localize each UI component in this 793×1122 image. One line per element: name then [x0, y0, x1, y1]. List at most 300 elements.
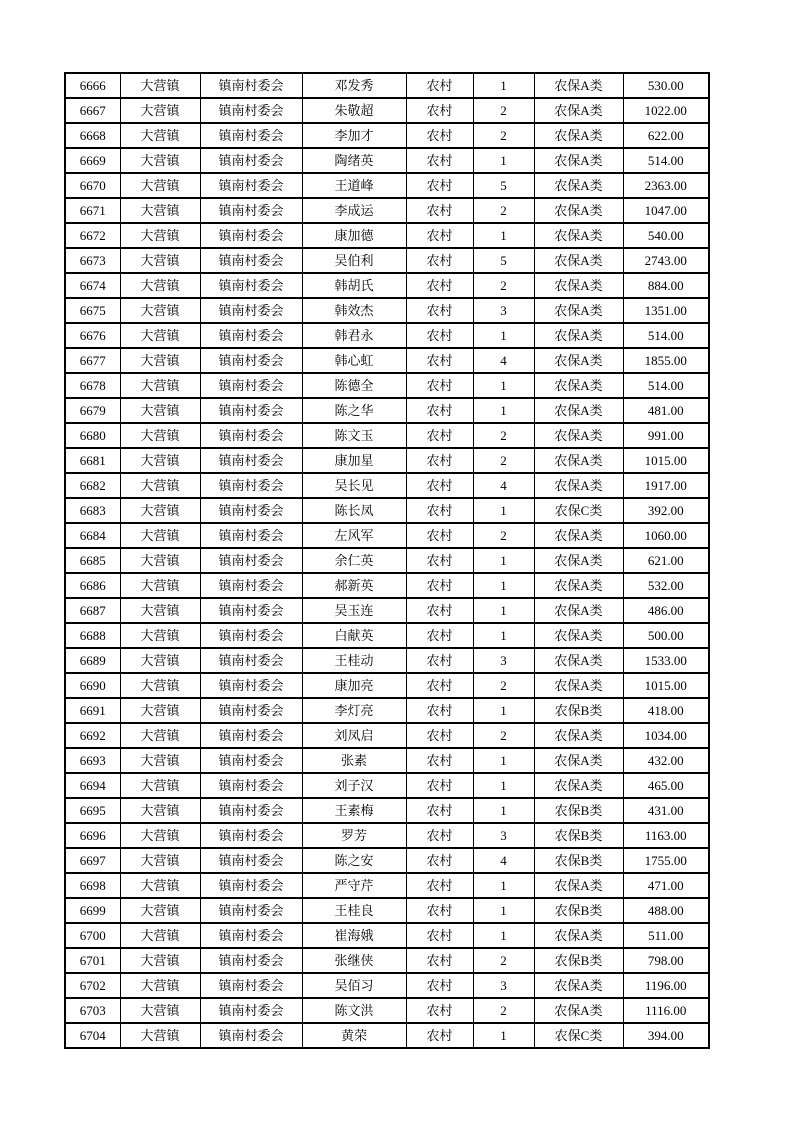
cell-amount: 514.00 — [623, 148, 709, 173]
table-row — [65, 148, 709, 173]
cell-serial-number: 6674 — [65, 273, 120, 298]
cell-household-type: 农村 — [406, 523, 473, 548]
cell-town: 大营镇 — [120, 148, 200, 173]
cell-village-committee: 镇南村委会 — [200, 248, 302, 273]
cell-amount: 884.00 — [623, 273, 709, 298]
beneficiary-table — [64, 72, 710, 1049]
cell-person-count: 3 — [473, 648, 534, 673]
cell-village-committee: 镇南村委会 — [200, 148, 302, 173]
cell-town: 大营镇 — [120, 498, 200, 523]
cell-town: 大营镇 — [120, 323, 200, 348]
cell-insurance-category: 农保A类 — [534, 298, 623, 323]
cell-village-committee: 镇南村委会 — [200, 298, 302, 323]
cell-serial-number: 6670 — [65, 173, 120, 198]
cell-serial-number: 6678 — [65, 373, 120, 398]
table-row — [65, 373, 709, 398]
cell-serial-number: 6680 — [65, 423, 120, 448]
cell-town: 大营镇 — [120, 973, 200, 998]
cell-serial-number: 6682 — [65, 473, 120, 498]
cell-village-committee: 镇南村委会 — [200, 848, 302, 873]
cell-household-type: 农村 — [406, 573, 473, 598]
cell-insurance-category: 农保A类 — [534, 748, 623, 773]
cell-person-count: 3 — [473, 973, 534, 998]
cell-person-count: 2 — [473, 198, 534, 223]
cell-household-type: 农村 — [406, 873, 473, 898]
cell-person-count: 2 — [473, 123, 534, 148]
table-row — [65, 473, 709, 498]
table-row — [65, 548, 709, 573]
cell-town: 大营镇 — [120, 523, 200, 548]
cell-town: 大营镇 — [120, 823, 200, 848]
cell-village-committee: 镇南村委会 — [200, 373, 302, 398]
table-row — [65, 698, 709, 723]
cell-person-count: 2 — [473, 423, 534, 448]
cell-town: 大营镇 — [120, 398, 200, 423]
cell-amount: 1116.00 — [623, 998, 709, 1023]
cell-person-count: 1 — [473, 773, 534, 798]
cell-household-type: 农村 — [406, 148, 473, 173]
cell-serial-number: 6667 — [65, 98, 120, 123]
cell-household-type: 农村 — [406, 123, 473, 148]
cell-person-count: 1 — [473, 398, 534, 423]
cell-person-count: 2 — [473, 673, 534, 698]
cell-amount: 1060.00 — [623, 523, 709, 548]
table-row — [65, 423, 709, 448]
cell-amount: 1533.00 — [623, 648, 709, 673]
cell-person-count: 2 — [473, 98, 534, 123]
cell-village-committee: 镇南村委会 — [200, 923, 302, 948]
cell-town: 大营镇 — [120, 798, 200, 823]
cell-serial-number: 6675 — [65, 298, 120, 323]
cell-serial-number: 6689 — [65, 648, 120, 673]
cell-village-committee: 镇南村委会 — [200, 323, 302, 348]
cell-person-name: 吴伯利 — [302, 248, 406, 273]
cell-serial-number: 6698 — [65, 873, 120, 898]
cell-insurance-category: 农保B类 — [534, 823, 623, 848]
table-row — [65, 648, 709, 673]
cell-person-count: 1 — [473, 598, 534, 623]
cell-village-committee: 镇南村委会 — [200, 1023, 302, 1048]
cell-village-committee: 镇南村委会 — [200, 348, 302, 373]
cell-household-type: 农村 — [406, 323, 473, 348]
cell-village-committee: 镇南村委会 — [200, 623, 302, 648]
cell-person-name: 朱敬超 — [302, 98, 406, 123]
cell-person-name: 吴长见 — [302, 473, 406, 498]
cell-household-type: 农村 — [406, 423, 473, 448]
cell-household-type: 农村 — [406, 348, 473, 373]
cell-village-committee: 镇南村委会 — [200, 273, 302, 298]
cell-person-name: 韩效杰 — [302, 298, 406, 323]
cell-person-name: 吴玉连 — [302, 598, 406, 623]
cell-insurance-category: 农保A类 — [534, 648, 623, 673]
cell-town: 大营镇 — [120, 448, 200, 473]
cell-household-type: 农村 — [406, 498, 473, 523]
cell-town: 大营镇 — [120, 873, 200, 898]
cell-serial-number: 6703 — [65, 998, 120, 1023]
cell-village-committee: 镇南村委会 — [200, 773, 302, 798]
cell-village-committee: 镇南村委会 — [200, 973, 302, 998]
cell-person-count: 5 — [473, 248, 534, 273]
cell-town: 大营镇 — [120, 473, 200, 498]
cell-insurance-category: 农保A类 — [534, 123, 623, 148]
cell-insurance-category: 农保A类 — [534, 473, 623, 498]
cell-household-type: 农村 — [406, 473, 473, 498]
cell-town: 大营镇 — [120, 773, 200, 798]
table-row — [65, 323, 709, 348]
cell-person-count: 1 — [473, 223, 534, 248]
cell-person-name: 康加德 — [302, 223, 406, 248]
table-row — [65, 973, 709, 998]
cell-amount: 540.00 — [623, 223, 709, 248]
cell-person-name: 李成运 — [302, 198, 406, 223]
cell-serial-number: 6701 — [65, 948, 120, 973]
cell-town: 大营镇 — [120, 298, 200, 323]
cell-town: 大营镇 — [120, 623, 200, 648]
cell-person-name: 张素 — [302, 748, 406, 773]
table-row — [65, 598, 709, 623]
cell-household-type: 农村 — [406, 848, 473, 873]
cell-serial-number: 6681 — [65, 448, 120, 473]
cell-person-name: 严守芹 — [302, 873, 406, 898]
cell-person-name: 王桂动 — [302, 648, 406, 673]
cell-village-committee: 镇南村委会 — [200, 198, 302, 223]
cell-serial-number: 6671 — [65, 198, 120, 223]
cell-household-type: 农村 — [406, 673, 473, 698]
cell-person-name: 康加星 — [302, 448, 406, 473]
cell-person-name: 李加才 — [302, 123, 406, 148]
table-row — [65, 573, 709, 598]
cell-person-count: 4 — [473, 848, 534, 873]
cell-amount: 486.00 — [623, 598, 709, 623]
cell-amount: 431.00 — [623, 798, 709, 823]
cell-household-type: 农村 — [406, 548, 473, 573]
cell-serial-number: 6686 — [65, 573, 120, 598]
cell-amount: 394.00 — [623, 1023, 709, 1048]
cell-village-committee: 镇南村委会 — [200, 698, 302, 723]
cell-insurance-category: 农保C类 — [534, 1023, 623, 1048]
cell-household-type: 农村 — [406, 623, 473, 648]
cell-village-committee: 镇南村委会 — [200, 823, 302, 848]
cell-serial-number: 6693 — [65, 748, 120, 773]
cell-person-name: 白献英 — [302, 623, 406, 648]
cell-village-committee: 镇南村委会 — [200, 448, 302, 473]
cell-amount: 432.00 — [623, 748, 709, 773]
cell-insurance-category: 农保A类 — [534, 873, 623, 898]
table-row — [65, 198, 709, 223]
cell-town: 大营镇 — [120, 98, 200, 123]
cell-town: 大营镇 — [120, 423, 200, 448]
cell-insurance-category: 农保A类 — [534, 448, 623, 473]
cell-insurance-category: 农保A类 — [534, 998, 623, 1023]
table-row — [65, 398, 709, 423]
cell-amount: 511.00 — [623, 923, 709, 948]
cell-amount: 1917.00 — [623, 473, 709, 498]
cell-town: 大营镇 — [120, 373, 200, 398]
cell-person-name: 邓发秀 — [302, 73, 406, 98]
table-row — [65, 248, 709, 273]
cell-household-type: 农村 — [406, 948, 473, 973]
cell-insurance-category: 农保A类 — [534, 198, 623, 223]
cell-person-name: 陈之华 — [302, 398, 406, 423]
cell-person-name: 刘子汉 — [302, 773, 406, 798]
cell-person-count: 1 — [473, 148, 534, 173]
cell-person-name: 黄荣 — [302, 1023, 406, 1048]
cell-village-committee: 镇南村委会 — [200, 73, 302, 98]
cell-serial-number: 6683 — [65, 498, 120, 523]
cell-household-type: 农村 — [406, 823, 473, 848]
cell-serial-number: 6691 — [65, 698, 120, 723]
cell-person-count: 2 — [473, 448, 534, 473]
table-row — [65, 498, 709, 523]
cell-household-type: 农村 — [406, 923, 473, 948]
cell-person-count: 5 — [473, 173, 534, 198]
cell-town: 大营镇 — [120, 998, 200, 1023]
cell-person-count: 4 — [473, 473, 534, 498]
cell-insurance-category: 农保A类 — [534, 548, 623, 573]
cell-town: 大营镇 — [120, 898, 200, 923]
table-row — [65, 223, 709, 248]
cell-person-count: 4 — [473, 348, 534, 373]
cell-insurance-category: 农保A类 — [534, 673, 623, 698]
cell-town: 大营镇 — [120, 948, 200, 973]
cell-person-count: 1 — [473, 923, 534, 948]
cell-insurance-category: 农保B类 — [534, 848, 623, 873]
cell-serial-number: 6692 — [65, 723, 120, 748]
cell-person-name: 韩心虹 — [302, 348, 406, 373]
cell-person-name: 李灯亮 — [302, 698, 406, 723]
cell-serial-number: 6695 — [65, 798, 120, 823]
cell-household-type: 农村 — [406, 98, 473, 123]
cell-town: 大营镇 — [120, 748, 200, 773]
cell-amount: 392.00 — [623, 498, 709, 523]
cell-insurance-category: 农保A类 — [534, 723, 623, 748]
cell-person-count: 2 — [473, 523, 534, 548]
cell-serial-number: 6702 — [65, 973, 120, 998]
cell-village-committee: 镇南村委会 — [200, 98, 302, 123]
cell-insurance-category: 农保A类 — [534, 323, 623, 348]
cell-village-committee: 镇南村委会 — [200, 648, 302, 673]
cell-person-count: 1 — [473, 498, 534, 523]
cell-person-count: 1 — [473, 373, 534, 398]
cell-person-name: 刘凤启 — [302, 723, 406, 748]
table-row — [65, 523, 709, 548]
cell-household-type: 农村 — [406, 248, 473, 273]
cell-person-count: 1 — [473, 748, 534, 773]
cell-amount: 514.00 — [623, 323, 709, 348]
cell-person-name: 郝新英 — [302, 573, 406, 598]
cell-person-count: 1 — [473, 623, 534, 648]
cell-household-type: 农村 — [406, 973, 473, 998]
table-row — [65, 898, 709, 923]
cell-town: 大营镇 — [120, 648, 200, 673]
cell-town: 大营镇 — [120, 598, 200, 623]
cell-village-committee: 镇南村委会 — [200, 398, 302, 423]
cell-household-type: 农村 — [406, 198, 473, 223]
cell-town: 大营镇 — [120, 248, 200, 273]
table-row — [65, 848, 709, 873]
cell-amount: 1015.00 — [623, 673, 709, 698]
table-row — [65, 798, 709, 823]
cell-insurance-category: 农保B类 — [534, 948, 623, 973]
cell-serial-number: 6704 — [65, 1023, 120, 1048]
cell-insurance-category: 农保A类 — [534, 573, 623, 598]
cell-household-type: 农村 — [406, 998, 473, 1023]
cell-person-count: 1 — [473, 548, 534, 573]
cell-person-name: 韩君永 — [302, 323, 406, 348]
table-row — [65, 123, 709, 148]
cell-serial-number: 6676 — [65, 323, 120, 348]
cell-amount: 1351.00 — [623, 298, 709, 323]
cell-person-count: 1 — [473, 698, 534, 723]
cell-amount: 621.00 — [623, 548, 709, 573]
cell-insurance-category: 农保A类 — [534, 73, 623, 98]
cell-amount: 514.00 — [623, 373, 709, 398]
cell-insurance-category: 农保A类 — [534, 523, 623, 548]
cell-serial-number: 6688 — [65, 623, 120, 648]
table-row — [65, 673, 709, 698]
cell-insurance-category: 农保A类 — [534, 923, 623, 948]
cell-person-name: 王道峰 — [302, 173, 406, 198]
cell-town: 大营镇 — [120, 273, 200, 298]
table-row — [65, 998, 709, 1023]
cell-village-committee: 镇南村委会 — [200, 473, 302, 498]
cell-village-committee: 镇南村委会 — [200, 798, 302, 823]
table-row — [65, 98, 709, 123]
cell-person-name: 张继侠 — [302, 948, 406, 973]
table-body — [65, 73, 709, 1048]
cell-village-committee: 镇南村委会 — [200, 898, 302, 923]
cell-town: 大营镇 — [120, 548, 200, 573]
cell-person-name: 王桂良 — [302, 898, 406, 923]
cell-person-count: 1 — [473, 323, 534, 348]
cell-person-count: 3 — [473, 298, 534, 323]
cell-household-type: 农村 — [406, 398, 473, 423]
cell-insurance-category: 农保B类 — [534, 798, 623, 823]
cell-village-committee: 镇南村委会 — [200, 598, 302, 623]
cell-household-type: 农村 — [406, 173, 473, 198]
cell-person-name: 陈之安 — [302, 848, 406, 873]
table-row — [65, 448, 709, 473]
cell-amount: 1163.00 — [623, 823, 709, 848]
cell-town: 大营镇 — [120, 923, 200, 948]
cell-household-type: 农村 — [406, 798, 473, 823]
cell-person-count: 1 — [473, 873, 534, 898]
cell-town: 大营镇 — [120, 848, 200, 873]
cell-village-committee: 镇南村委会 — [200, 998, 302, 1023]
cell-person-count: 2 — [473, 948, 534, 973]
cell-person-name: 陈文玉 — [302, 423, 406, 448]
cell-serial-number: 6694 — [65, 773, 120, 798]
cell-amount: 481.00 — [623, 398, 709, 423]
table-row — [65, 748, 709, 773]
cell-serial-number: 6677 — [65, 348, 120, 373]
cell-insurance-category: 农保A类 — [534, 273, 623, 298]
cell-amount: 798.00 — [623, 948, 709, 973]
cell-town: 大营镇 — [120, 198, 200, 223]
cell-person-count: 2 — [473, 273, 534, 298]
cell-person-count: 2 — [473, 998, 534, 1023]
cell-amount: 532.00 — [623, 573, 709, 598]
cell-amount: 2743.00 — [623, 248, 709, 273]
cell-town: 大营镇 — [120, 573, 200, 598]
cell-insurance-category: 农保A类 — [534, 773, 623, 798]
cell-person-count: 1 — [473, 898, 534, 923]
cell-town: 大营镇 — [120, 223, 200, 248]
cell-amount: 1047.00 — [623, 198, 709, 223]
cell-insurance-category: 农保A类 — [534, 348, 623, 373]
cell-town: 大营镇 — [120, 123, 200, 148]
cell-village-committee: 镇南村委会 — [200, 748, 302, 773]
table-row — [65, 273, 709, 298]
cell-household-type: 农村 — [406, 298, 473, 323]
cell-person-name: 王素梅 — [302, 798, 406, 823]
table-row — [65, 773, 709, 798]
table-row — [65, 723, 709, 748]
cell-household-type: 农村 — [406, 698, 473, 723]
cell-household-type: 农村 — [406, 273, 473, 298]
cell-household-type: 农村 — [406, 1023, 473, 1048]
cell-person-name: 陶绪英 — [302, 148, 406, 173]
cell-person-name: 陈长凤 — [302, 498, 406, 523]
cell-village-committee: 镇南村委会 — [200, 723, 302, 748]
cell-village-committee: 镇南村委会 — [200, 548, 302, 573]
cell-town: 大营镇 — [120, 698, 200, 723]
cell-amount: 1034.00 — [623, 723, 709, 748]
cell-household-type: 农村 — [406, 648, 473, 673]
cell-town: 大营镇 — [120, 673, 200, 698]
cell-village-committee: 镇南村委会 — [200, 873, 302, 898]
cell-household-type: 农村 — [406, 723, 473, 748]
cell-serial-number: 6679 — [65, 398, 120, 423]
cell-person-name: 陈文洪 — [302, 998, 406, 1023]
cell-serial-number: 6673 — [65, 248, 120, 273]
cell-serial-number: 6690 — [65, 673, 120, 698]
table-row — [65, 348, 709, 373]
cell-serial-number: 6696 — [65, 823, 120, 848]
cell-insurance-category: 农保B类 — [534, 898, 623, 923]
cell-town: 大营镇 — [120, 723, 200, 748]
cell-household-type: 农村 — [406, 598, 473, 623]
cell-serial-number: 6668 — [65, 123, 120, 148]
cell-serial-number: 6666 — [65, 73, 120, 98]
cell-amount: 488.00 — [623, 898, 709, 923]
cell-person-count: 1 — [473, 798, 534, 823]
cell-serial-number: 6697 — [65, 848, 120, 873]
cell-village-committee: 镇南村委会 — [200, 573, 302, 598]
cell-town: 大营镇 — [120, 348, 200, 373]
cell-amount: 1755.00 — [623, 848, 709, 873]
cell-person-name: 陈德全 — [302, 373, 406, 398]
cell-insurance-category: 农保A类 — [534, 373, 623, 398]
cell-household-type: 农村 — [406, 748, 473, 773]
cell-household-type: 农村 — [406, 373, 473, 398]
cell-town: 大营镇 — [120, 1023, 200, 1048]
cell-amount: 2363.00 — [623, 173, 709, 198]
cell-town: 大营镇 — [120, 73, 200, 98]
cell-household-type: 农村 — [406, 73, 473, 98]
cell-person-name: 左风军 — [302, 523, 406, 548]
cell-village-committee: 镇南村委会 — [200, 673, 302, 698]
cell-serial-number: 6669 — [65, 148, 120, 173]
cell-person-name: 罗芳 — [302, 823, 406, 848]
cell-person-name: 康加亮 — [302, 673, 406, 698]
cell-insurance-category: 农保A类 — [534, 248, 623, 273]
cell-household-type: 农村 — [406, 223, 473, 248]
table-row — [65, 923, 709, 948]
cell-insurance-category: 农保A类 — [534, 598, 623, 623]
cell-person-name: 崔海娥 — [302, 923, 406, 948]
cell-insurance-category: 农保B类 — [534, 698, 623, 723]
